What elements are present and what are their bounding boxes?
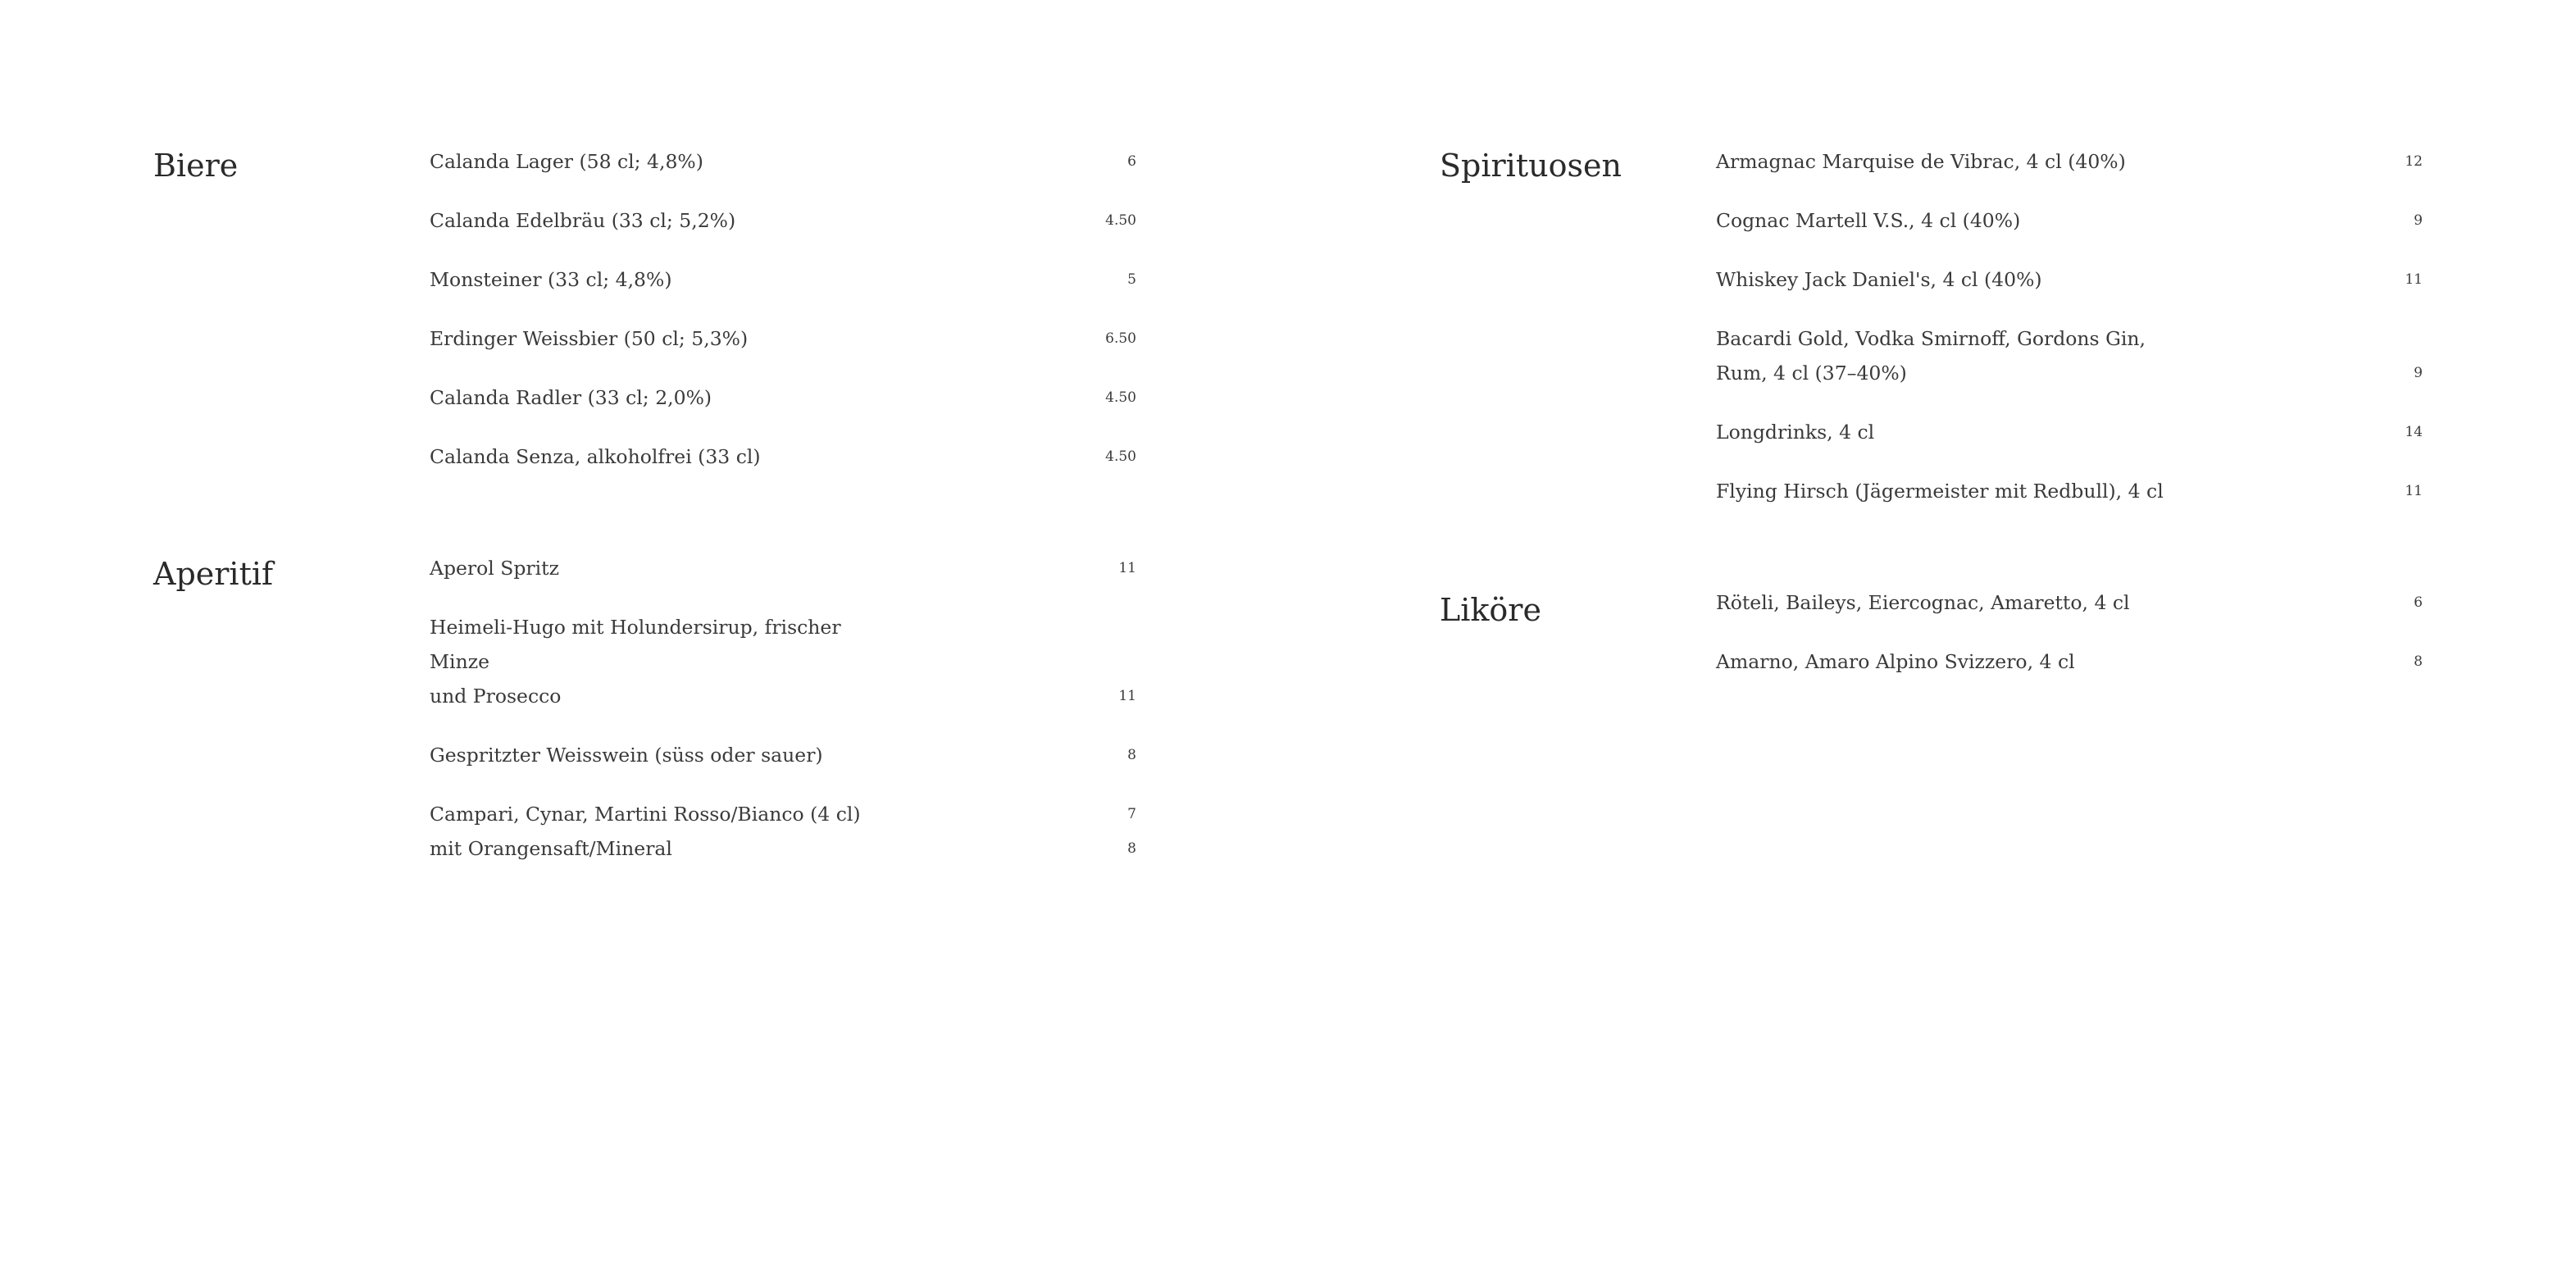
section-likoere [1440, 585, 2440, 703]
item-name: Whiskey Jack Daniel's, 4 cl (40%) [1716, 268, 2042, 291]
item-name: Röteli, Baileys, Eiercognac, Amaretto, 4 cl [1716, 591, 2130, 614]
item-name: Bacardi Gold, Vodka Smirnoff, Gordons Gin, Rum, 4 cl (37–40%) [1716, 327, 2146, 385]
menu-item [430, 144, 1136, 179]
item-price: 9 [2414, 365, 2423, 381]
item-price: 12 [2405, 153, 2423, 170]
item-list-biere [430, 144, 1136, 498]
menu-item [1716, 474, 2423, 508]
menu-item [430, 321, 1136, 356]
menu-item [430, 380, 1136, 415]
menu-item [1716, 585, 2423, 620]
item-name: Calanda Lager (58 cl; 4,8%) [430, 150, 703, 173]
section-title-aperitif: Aperitif [153, 556, 274, 592]
item-price: 8 [2414, 653, 2423, 670]
menu-item [1716, 321, 2423, 390]
menu-item [1716, 415, 2423, 449]
menu-item [1716, 144, 2423, 179]
item-name: Gespritzter Weisswein (süss oder sauer) [430, 744, 823, 767]
menu-right-column [1440, 144, 2440, 703]
menu-item [430, 262, 1136, 297]
item-price: 11 [1118, 688, 1136, 704]
item-price: 14 [2405, 424, 2423, 440]
item-name: Longdrinks, 4 cl [1716, 421, 1875, 444]
item-name: Monsteiner (33 cl; 4,8%) [430, 268, 672, 291]
item-name: Erdinger Weissbier (50 cl; 5,3%) [430, 327, 749, 350]
menu-item [430, 551, 1136, 585]
item-price: 9 [2414, 212, 2423, 229]
item-price: 11 [2405, 271, 2423, 288]
item-list-aperitif [430, 551, 1136, 890]
section-title-likoere: Liköre [1440, 592, 1541, 628]
menu-item [430, 610, 1136, 713]
item-price: 4.50 [1105, 389, 1136, 406]
section-biere [153, 144, 1154, 498]
item-price: 6.50 [1105, 330, 1136, 347]
item-price: 11 [2405, 483, 2423, 499]
item-price: 5 [1127, 271, 1136, 288]
menu-item [430, 439, 1136, 474]
menu-item [430, 797, 1136, 866]
item-price: 7 8 [1127, 806, 1136, 857]
section-title-biere: Biere [153, 148, 239, 184]
item-name: Calanda Radler (33 cl; 2,0%) [430, 386, 712, 409]
item-name: Heimeli-Hugo mit Holundersirup, frischer Minze und Prosecco [430, 616, 841, 708]
item-price: 4.50 [1105, 212, 1136, 229]
menu-item [430, 203, 1136, 238]
item-price: 8 [1127, 747, 1136, 763]
menu-left-column [153, 144, 1154, 890]
item-list-spirituosen [1716, 144, 2423, 533]
item-name: Aperol Spritz [430, 557, 560, 580]
item-price: 6 [1127, 153, 1136, 170]
section-spirituosen [1440, 144, 2440, 533]
item-name: Calanda Edelbräu (33 cl; 5,2%) [430, 209, 736, 232]
item-name: Amarno, Amaro Alpino Svizzero, 4 cl [1716, 650, 2075, 673]
menu-item [430, 738, 1136, 772]
item-price: 11 [1118, 560, 1136, 576]
section-aperitif [153, 551, 1154, 890]
item-price: 4.50 [1105, 448, 1136, 465]
menu-item [1716, 644, 2423, 679]
item-name: Cognac Martell V.S., 4 cl (40%) [1716, 209, 2021, 232]
item-list-likoere [1716, 585, 2423, 703]
item-name: Flying Hirsch (Jägermeister mit Redbull), 4 cl [1716, 480, 2164, 503]
item-name: Armagnac Marquise de Vibrac, 4 cl (40%) [1716, 150, 2126, 173]
menu-item [1716, 203, 2423, 238]
section-title-spirituosen: Spirituosen [1440, 148, 1622, 184]
item-price: 6 [2414, 594, 2423, 611]
item-name: Calanda Senza, alkoholfrei (33 cl) [430, 445, 761, 468]
item-name: Campari, Cynar, Martini Rosso/Bianco (4 cl) mit Orangensaft/Mineral [430, 803, 861, 860]
menu-item [1716, 262, 2423, 297]
